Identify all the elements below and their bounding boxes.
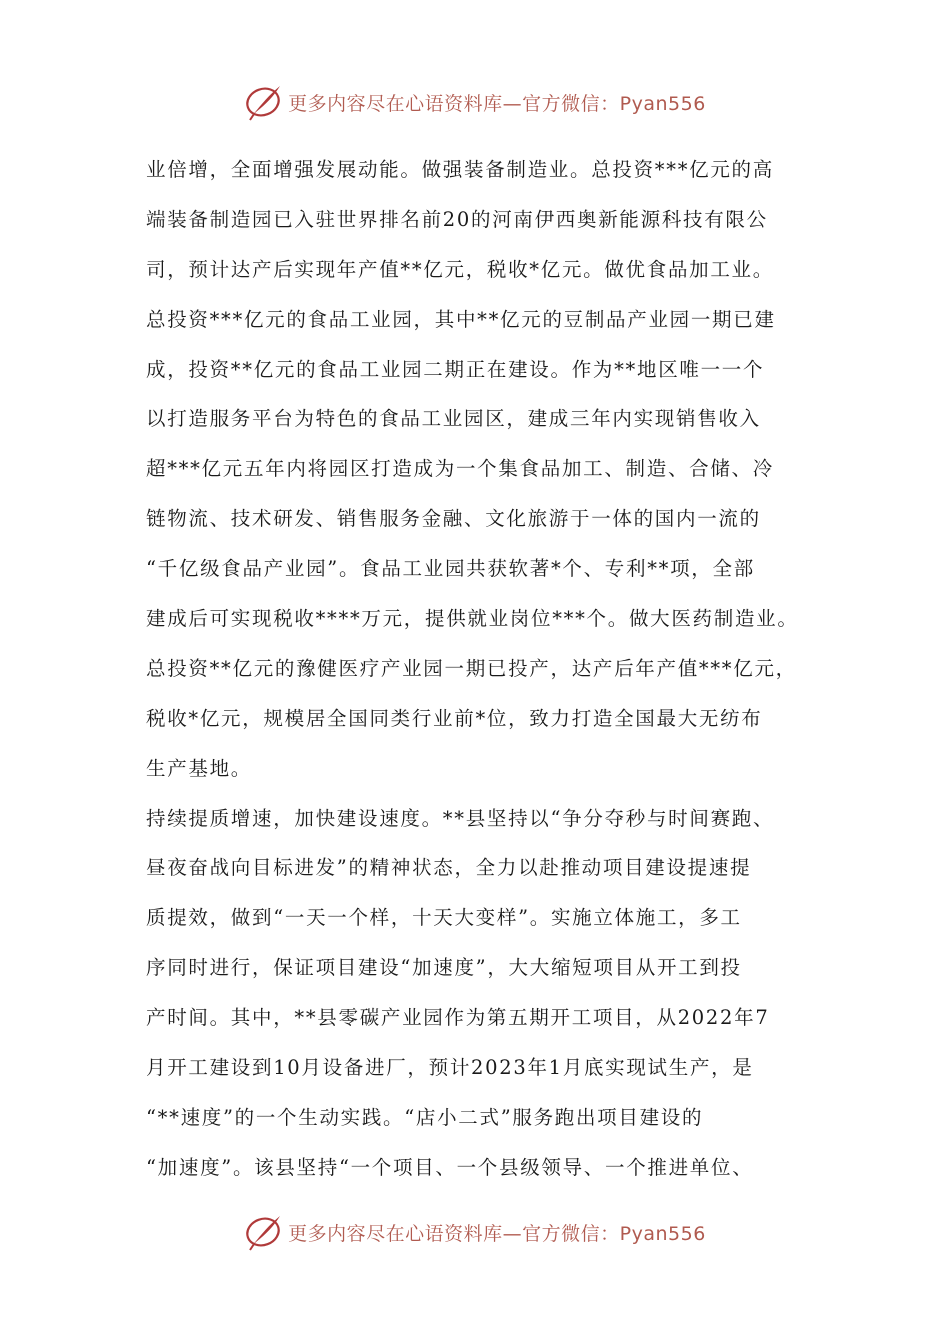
body-line: 生产基地。 (146, 756, 253, 780)
body-line: 业倍增，全面增强发展动能。做强装备制造业。总投资***亿元的高 (146, 158, 774, 181)
header-banner-text: 更多内容尽在心语资料库—官方微信：Pyan556 (288, 92, 706, 115)
body-line: 质提效，做到“一天一个样，十天大变样”。实施立体施工，多工 (146, 906, 742, 930)
document-body (146, 145, 822, 1193)
body-line: 建成后可实现税收****万元，提供就业岗位***个。做大医药制造业。 (146, 607, 799, 631)
body-line: 总投资***亿元的食品工业园，其中**亿元的豆制品产业园一期已建 (146, 307, 776, 331)
header-banner (0, 82, 950, 122)
body-line: 昼夜奋战向目标进发”的精神状态，全力以赴推动项目建设提速提 (146, 856, 752, 880)
body-line: “**速度”的一个生动实践。“店小二式”服务跑出项目建设的 (146, 1105, 704, 1129)
body-line: 序同时进行，保证项目建设“加速度”，大大缩短项目从开工到投 (146, 956, 742, 980)
body-line: 持续提质增速，加快建设速度。**县坚持以“争分夺秒与时间赛跑、 (146, 806, 775, 830)
body-line: 月开工建设到10月设备进厂，预计2023年1月底实现试生产，是 (146, 1056, 754, 1080)
body-line: 端装备制造园已入驻世界排名前20的河南伊西奥新能源科技有限公 (146, 207, 768, 231)
body-line: “千亿级食品产业园”。食品工业园共获软著*个、专利**项，全部 (146, 557, 755, 581)
footer-banner (0, 1212, 950, 1252)
footer-banner-text: 更多内容尽在心语资料库—官方微信：Pyan556 (288, 1222, 706, 1245)
body-line: 税收*亿元，规模居全国同类行业前*位，致力打造全国最大无纺布 (146, 706, 763, 730)
body-line: 总投资**亿元的豫健医疗产业园一期已投产，达产后年产值***亿元， (146, 656, 797, 680)
body-line: 司，预计达产后实现年产值**亿元，税收*亿元。做优食品加工业。 (146, 257, 774, 281)
body-line: 链物流、技术研发、销售服务金融、文化旅游于一体的国内一流的 (146, 507, 761, 531)
body-line: 以打造服务平台为特色的食品工业园区，建成三年内实现销售收入 (146, 407, 761, 431)
body-line: “加速度”。该县坚持“一个项目、一个县级领导、一个推进单位、 (146, 1155, 754, 1179)
feather-pen-logo-icon (244, 82, 284, 122)
body-line: 产时间。其中，**县零碳产业园作为第五期开工项目，从2022年7 (146, 1006, 770, 1030)
body-line: 超***亿元五年内将园区打造成为一个集食品加工、制造、合储、冷 (146, 457, 774, 481)
feather-pen-logo-icon (244, 1212, 284, 1252)
body-line: 成，投资**亿元的食品工业园二期正在建设。作为**地区唯一一个 (146, 357, 765, 381)
